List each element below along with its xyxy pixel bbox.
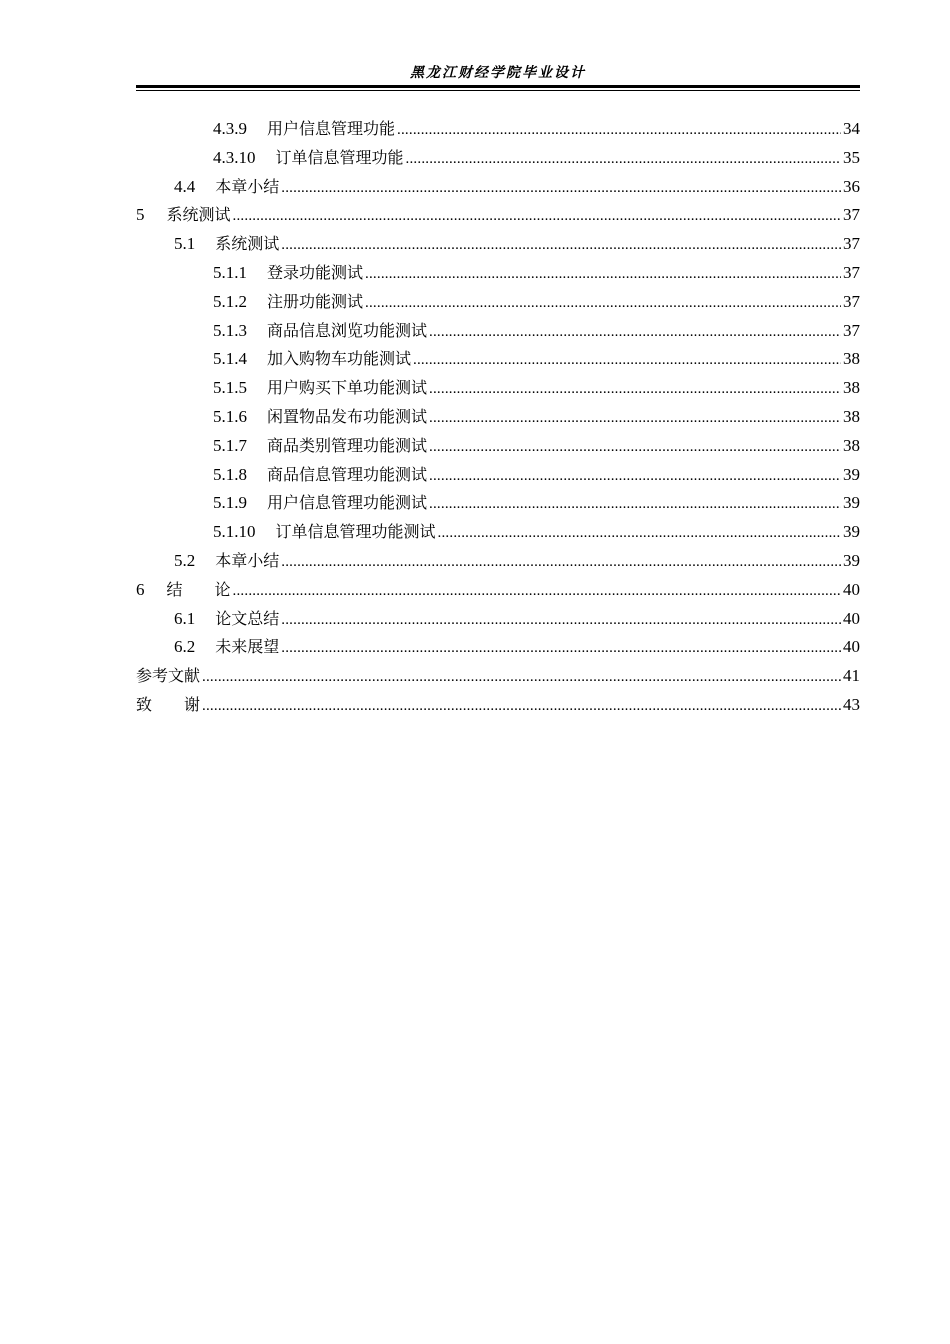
toc-dot-leader — [429, 404, 841, 433]
toc-entry-number: 5.1.9 — [213, 493, 247, 513]
toc-dot-leader — [281, 606, 841, 635]
toc-entry[interactable] — [136, 345, 860, 374]
toc-entry-page: 37 — [843, 262, 860, 282]
toc-entry[interactable] — [136, 691, 860, 720]
toc-dot-leader — [202, 663, 841, 692]
toc-entry-page: 36 — [843, 176, 860, 196]
toc-entry-page: 43 — [843, 694, 860, 714]
toc-entry-number: 4.3.9 — [213, 119, 247, 138]
toc-entry-title: 本章小结 — [215, 550, 280, 570]
page-header: 黑龙江财经学院毕业设计 — [410, 65, 586, 81]
toc-entry-page: 37 — [843, 320, 860, 340]
toc-dot-leader — [429, 318, 841, 347]
toc-entry-page: 38 — [843, 378, 860, 398]
toc-entry-number: 5.1.1 — [213, 262, 247, 282]
toc-entry-number: 5.1 — [174, 234, 196, 254]
toc-dot-leader — [429, 433, 841, 462]
toc-entry[interactable] — [136, 605, 860, 634]
toc-entry-number: 5.1.8 — [213, 464, 247, 484]
toc-entry-page: 35 — [843, 147, 860, 167]
toc-entry-page: 40 — [843, 579, 860, 599]
toc-entry-number: 6.1 — [174, 608, 196, 628]
toc-dot-leader — [429, 375, 841, 404]
toc-entry-number: 5.2 — [174, 550, 196, 570]
toc-entry[interactable] — [136, 432, 860, 461]
toc-entry-number: 5.1.2 — [213, 291, 247, 311]
toc-entry-number: 5.1.10 — [213, 522, 256, 542]
toc-entry-page: 38 — [843, 406, 860, 426]
toc-entry[interactable] — [136, 633, 860, 662]
toc-entry[interactable] — [136, 489, 860, 518]
toc-entry-title: 用户信息管理功能 — [267, 119, 396, 138]
toc-entry[interactable] — [136, 230, 860, 259]
toc-dot-leader — [281, 231, 841, 260]
toc-entry-title: 注册功能测试 — [267, 291, 364, 311]
toc-dot-leader — [281, 634, 841, 663]
toc-dot-leader — [406, 145, 841, 174]
toc-entry-title: 商品信息管理功能测试 — [267, 464, 428, 484]
toc-entry-page: 40 — [843, 637, 860, 657]
toc-dot-leader — [365, 260, 841, 289]
toc-entry-number: 6.2 — [174, 637, 196, 657]
toc-entry[interactable] — [136, 115, 860, 144]
header-rule — [136, 85, 860, 91]
toc-entry-title: 致 谢 — [136, 694, 201, 714]
toc-entry-number: 5.1.5 — [213, 378, 247, 398]
toc-entry-number: 6 — [136, 579, 145, 599]
toc-entry-number: 5.1.7 — [213, 435, 247, 455]
toc-entry[interactable] — [136, 403, 860, 432]
toc-entry[interactable] — [136, 173, 860, 202]
toc-entry-number: 4.3.10 — [213, 147, 256, 167]
toc-entry[interactable] — [136, 576, 860, 605]
toc-entry-title: 登录功能测试 — [267, 262, 364, 282]
toc-entry-number: 5.1.4 — [213, 349, 247, 369]
toc-entry-page: 41 — [843, 666, 860, 686]
toc-dot-leader — [233, 202, 841, 231]
toc-entry[interactable] — [136, 662, 860, 691]
toc-entry-title: 本章小结 — [215, 176, 280, 196]
toc-entry-page: 39 — [843, 522, 860, 542]
toc-entry-number: 4.4 — [174, 176, 196, 196]
toc-dot-leader — [429, 462, 841, 491]
toc-dot-leader — [233, 577, 841, 606]
toc-entry-title: 论文总结 — [215, 608, 280, 628]
toc-dot-leader — [397, 116, 841, 145]
toc-entry[interactable] — [136, 461, 860, 490]
toc-dot-leader — [202, 692, 841, 721]
toc-entry-page: 37 — [843, 205, 860, 225]
toc-dot-leader — [281, 174, 841, 203]
toc-entry-title: 参考文献 — [136, 666, 201, 686]
toc-entry-title: 商品信息浏览功能测试 — [267, 320, 428, 340]
toc-entry-title: 订单信息管理功能 — [275, 147, 404, 167]
toc-dot-leader — [429, 490, 841, 519]
toc-dot-leader — [365, 289, 841, 318]
toc-entry-page: 39 — [843, 550, 860, 570]
toc-entry[interactable] — [136, 201, 860, 230]
toc-entry-title: 未来展望 — [215, 637, 280, 657]
toc-entry[interactable] — [136, 518, 860, 547]
toc-entry-page: 38 — [843, 349, 860, 369]
toc-entry-title: 系统测试 — [215, 234, 280, 254]
toc-entry-title: 用户信息管理功能测试 — [267, 493, 428, 513]
toc-entry-title: 加入购物车功能测试 — [267, 349, 412, 369]
toc-entry-page: 34 — [843, 119, 860, 138]
toc-entry-title: 系统测试 — [166, 205, 231, 225]
toc-entry-title: 用户购买下单功能测试 — [267, 378, 428, 398]
toc-entry-title: 闲置物品发布功能测试 — [267, 406, 428, 426]
table-of-contents — [136, 115, 860, 720]
toc-dot-leader — [438, 519, 841, 548]
toc-entry[interactable] — [136, 144, 860, 173]
toc-entry-page: 40 — [843, 608, 860, 628]
toc-entry[interactable] — [136, 317, 860, 346]
toc-entry[interactable] — [136, 547, 860, 576]
toc-entry-page: 39 — [843, 464, 860, 484]
toc-dot-leader — [413, 346, 841, 375]
toc-entry-number: 5.1.6 — [213, 406, 247, 426]
toc-entry-title: 商品类别管理功能测试 — [267, 435, 428, 455]
toc-entry-number: 5.1.3 — [213, 320, 247, 340]
toc-entry-number: 5 — [136, 205, 145, 225]
toc-entry-page: 38 — [843, 435, 860, 455]
toc-entry[interactable] — [136, 259, 860, 288]
toc-dot-leader — [281, 548, 841, 577]
toc-entry[interactable] — [136, 374, 860, 403]
toc-entry-page: 37 — [843, 234, 860, 254]
toc-entry-title: 结 论 — [166, 579, 231, 599]
toc-entry-title: 订单信息管理功能测试 — [275, 522, 436, 542]
toc-entry-page: 37 — [843, 291, 860, 311]
toc-entry-page: 39 — [843, 493, 860, 513]
toc-entry[interactable] — [136, 288, 860, 317]
